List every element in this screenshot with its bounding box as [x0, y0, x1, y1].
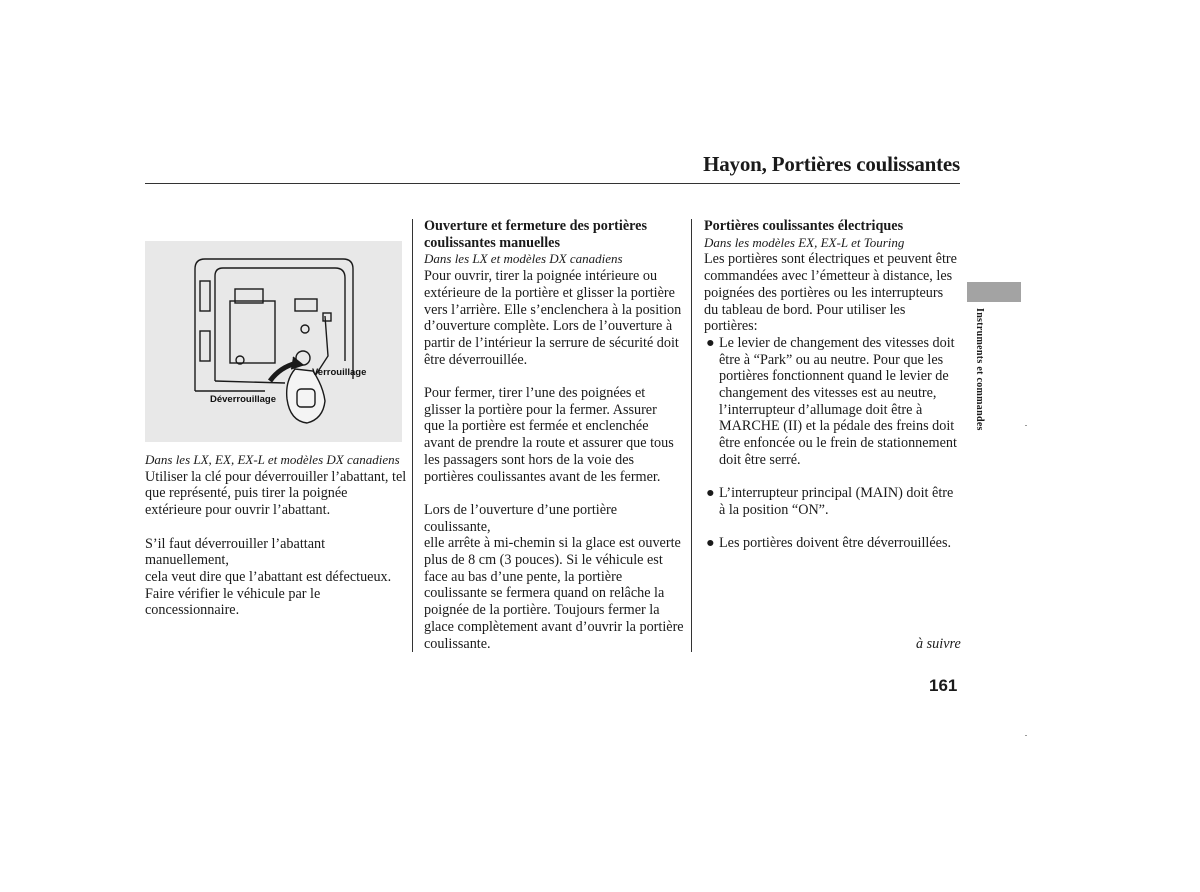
- paragraph: [424, 385, 686, 485]
- text-line: Utiliser la clé pour déverrouiller l’abattant, tel: [145, 468, 407, 485]
- text-line: glisser la portière pour la fermer. Assurer: [424, 401, 657, 418]
- text-line: portières fonctionnent quand le levier de: [719, 368, 949, 385]
- text-line: extérieure pour ouvrir l’abattant.: [145, 502, 331, 519]
- column-1: [145, 452, 407, 619]
- text-line: portières:: [704, 318, 758, 335]
- column-3: [704, 218, 960, 552]
- spacer: [704, 519, 960, 536]
- text-line: glace complètement avant d’ouvrir la portière: [424, 618, 684, 635]
- text-line: changement des vitesses est au neutre,: [719, 385, 937, 402]
- text-line: vers l’arrière. Elle s’enclenchera à la position: [424, 301, 682, 318]
- text-line: partir de l’intérieur la serrure de sécurité doit: [424, 334, 679, 351]
- text-line: les passagers sont hors de la voie des: [424, 451, 635, 468]
- text-line: S’il faut déverrouiller l’abattant manuellement,: [145, 535, 326, 569]
- scan-speck: [1025, 735, 1027, 736]
- text-line: du tableau de bord. Pour utiliser les: [704, 301, 906, 318]
- unlock-label: Déverrouillage: [210, 394, 276, 405]
- heading-line: Ouverture et fermeture des portières: [424, 218, 647, 234]
- text-line: cela veut dire que l’abattant est défectueux.: [145, 568, 392, 585]
- text-line: Pour ouvrir, tirer la poignée intérieure ou: [424, 268, 658, 285]
- bullet-icon: ●: [706, 334, 715, 351]
- figure-caption: Dans les LX, EX, EX-L et modèles DX canadiens: [145, 452, 400, 467]
- text-line: Lors de l’ouverture d’une portière coulissante,: [424, 501, 618, 535]
- page-title: Hayon, Portières coulissantes: [703, 152, 960, 176]
- paragraph: [145, 536, 407, 620]
- spacer: [704, 469, 960, 486]
- text-line: être enfoncée ou le frein de stationnement: [719, 435, 957, 452]
- text-line: l’interrupteur d’allumage doit être à: [719, 401, 923, 418]
- text-line: poignées des portières ou les interrupteurs: [704, 284, 944, 301]
- paragraph: [424, 268, 686, 368]
- paragraph: [424, 502, 686, 652]
- lock-figure: [145, 241, 402, 442]
- paragraph: [145, 469, 407, 519]
- list-item: [704, 335, 960, 469]
- text-line: Pour fermer, tirer l’une des poignées et: [424, 385, 646, 402]
- lock-label: Verrouillage: [312, 367, 367, 378]
- header-rule: [145, 183, 960, 184]
- section-heading: [424, 218, 686, 251]
- requirements-list: [704, 335, 960, 552]
- section-heading: Portières coulissantes électriques: [704, 218, 904, 234]
- text-line: à la position “ON”.: [719, 501, 829, 518]
- scan-speck: [1025, 425, 1027, 426]
- list-item: [704, 535, 960, 552]
- text-line: coulissante.: [424, 635, 491, 652]
- bullet-icon: ●: [706, 535, 715, 552]
- tailgate-lock-illustration: [145, 241, 402, 442]
- text-line: elle arrête à mi-chemin si la glace est ouverte: [424, 535, 681, 552]
- text-line: Les portières doivent être déverrouillées.: [719, 535, 952, 552]
- text-line: être à “Park” ou au neutre. Pour que les: [719, 351, 944, 368]
- model-note: Dans les LX et modèles DX canadiens: [424, 251, 623, 267]
- text-line: coulissante se fermera quand on relâche la: [424, 585, 665, 602]
- text-line: plus de 8 cm (3 pouces). Si le véhicule est: [424, 552, 663, 569]
- paragraph: [704, 251, 960, 335]
- text-line: que la portière est fermée et enclenchée: [424, 418, 649, 435]
- text-line: Faire vérifier le véhicule par le: [145, 585, 321, 602]
- text-line: poignée de la portière. Toujours fermer la: [424, 602, 660, 619]
- text-line: extérieure de la portière et glisser la portière: [424, 284, 675, 301]
- text-line: Les portières sont électriques et peuvent être: [704, 251, 957, 268]
- text-line: doit être serré.: [719, 451, 801, 468]
- text-line: Le levier de changement des vitesses doit: [719, 334, 955, 351]
- text-line: L’interrupteur principal (MAIN) doit être: [719, 485, 954, 502]
- section-tab-label: Instruments et commandes: [974, 308, 985, 431]
- text-line: d’ouverture complète. Lors de l’ouverture à: [424, 318, 673, 335]
- text-line: être déverrouillée.: [424, 351, 528, 368]
- text-line: face au bas d’une pente, la portière: [424, 568, 623, 585]
- text-line: commandées avec l’émetteur à distance, les: [704, 268, 953, 285]
- column-divider: [412, 219, 413, 652]
- section-tab: [967, 282, 1021, 302]
- column-2: [424, 218, 686, 652]
- text-line: MARCHE (II) et la pédale des freins doit: [719, 418, 955, 435]
- continued-note: à suivre: [916, 636, 961, 652]
- column-divider: [691, 219, 692, 652]
- text-line: concessionnaire.: [145, 602, 240, 619]
- heading-line: coulissantes manuelles: [424, 234, 560, 251]
- text-line: que représenté, puis tirer la poignée: [145, 485, 348, 502]
- page-number: 161: [929, 676, 958, 695]
- text-line: avant de prendre la route et assurer que tous: [424, 435, 674, 452]
- list-item: [704, 485, 960, 518]
- model-note: Dans les modèles EX, EX-L et Touring: [704, 234, 905, 250]
- text-line: portières coulissantes avant de les fermer.: [424, 468, 661, 485]
- bullet-icon: ●: [706, 485, 715, 502]
